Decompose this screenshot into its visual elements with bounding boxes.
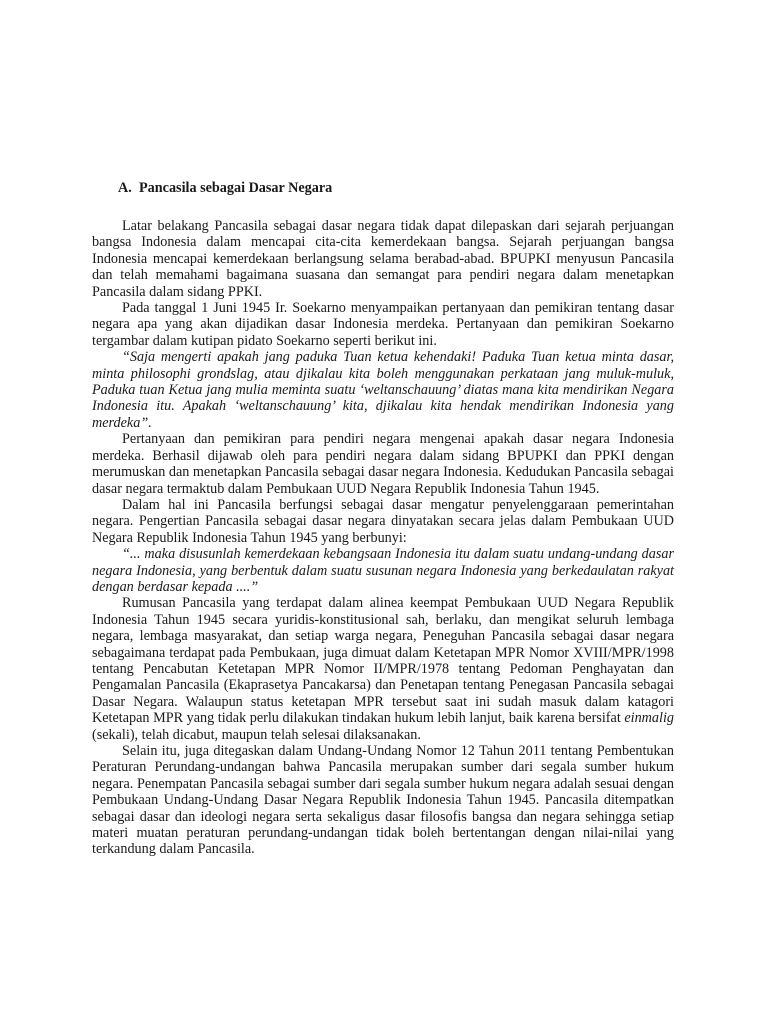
term-einmalig: einmalig [624, 710, 674, 727]
paragraph-soekarno-question: Pada tanggal 1 Juni 1945 Ir. Soekarno menyampaikan pertanyaan dan pemikiran tentang dasar negara apa yang akan dijadikan dasar Indonesia merdeka. Pertanyaan dan pemikiran Soekarno tergambar dalam kutipan pidato Soekarno seperti berikut ini. [92, 300, 674, 349]
paragraph-founders-answer: Pertanyaan dan pemikiran para pendiri negara mengenai apakah dasar negara Indonesia merdeka. Berhasil dijawab oleh para pendiri negara dalam sidang BPUPKI dan PPKI dengan merumuskan dan menetapkan Pancasila sebagai dasar negara Indonesia. Kedudukan Pancasila sebagai dasar negara termaktub dalam Pembukaan UUD Negara Republik Indonesia Tahun 1945. [92, 431, 674, 497]
paragraph-legal-basis [92, 595, 674, 743]
quote-preamble: “... maka disusunlah kemerdekaan kebangsaan Indonesia itu dalam suatu undang-undang dasar negara Indonesia, yang berbentuk dalam suatu susunan negara Indonesia yang berkedaulatan rakyat dengan berdasar kepada ....” [92, 546, 674, 595]
section-heading [118, 179, 332, 197]
section-title: Pancasila sebagai Dasar Negara [139, 180, 333, 196]
paragraph-legal-basis-text-1: Rumusan Pancasila yang terdapat dalam alinea keempat Pembukaan UUD Negara Republik Indonesia Tahun 1945 secara yuridis-konstitusional sah, berlaku, dan mengikat seluruh lembaga negara, lembaga masyarakat, dan setiap warga negara, Peneguhan Pancasila sebagai dasar negara sebagaimana terdapat pada Pembukaan, juga dimuat dalam Ketetapan MPR Nomor XVIII/MPR/1998 tentang Pencabutan Ketetapan MPR Nomor II/MPR/1978 tentang Pedoman Penghayatan dan Pengamalan Pancasila (Ekaprasetya Pancakarsa) dan Penetapan tentang Penegasan Pancasila sebagai Dasar Negara. Walaupun status ketetapan MPR tersebut saat ini sudah masuk dalam katagori Ketetapan MPR yang tidak perlu dilakukan tindakan hukum lebih lanjut, baik karena bersifat [92, 595, 674, 727]
section-body [92, 218, 674, 858]
paragraph-law-12-2011: Selain itu, juga ditegaskan dalam Undang-Undang Nomor 12 Tahun 2011 tentang Pembentukan Peraturan Perundang-undangan bahwa Pancasila merupakan sumber dari segala sumber hukum negara. Penempatan Pancasila sebagai sumber dari segala sumber hukum negara adalah sesuai dengan Pembukaan Undang-Undang Dasar Negara Republik Indonesia Tahun 1945. Pancasila ditempatkan sebagai dasar dan ideologi negara serta sekaligus dasar filosofis bangsa dan negara sehingga setiap materi muatan peraturan perundang-undangan tidak boleh bertentangan dengan nilai-nilai yang terkandung dalam Pancasila. [92, 743, 674, 858]
paragraph-background: Latar belakang Pancasila sebagai dasar negara tidak dapat dilepaskan dari sejarah perjuangan bangsa Indonesia dalam mencapai cita-cita kemerdekaan bangsa. Sejarah perjuangan bangsa Indonesia mencapai kemerdekaan berlangsung selama berabad-abad. BPUPKI menyusun Pancasila dan telah memahami bagaimana suasana dan semangat para pendiri negara dalam menetapkan Pancasila dalam sidang PPKI. [92, 218, 674, 300]
paragraph-legal-basis-text-2: (sekali), telah dicabut, maupun telah selesai dilaksanakan. [92, 726, 421, 743]
section-letter: A. [118, 180, 132, 196]
paragraph-function: Dalam hal ini Pancasila berfungsi sebagai dasar mengatur penyelenggaraan pemerintahan negara. Pengertian Pancasila sebagai dasar negara dinyatakan secara jelas dalam Pembukaan UUD Negara Republik Indonesia Tahun 1945 yang berbunyi: [92, 496, 674, 546]
quote-soekarno-speech: “Saja mengerti apakah jang paduka Tuan ketua kehendaki! Paduka Tuan ketua minta dasar, minta philosophi grondslag, atau djikalau kita boleh menggunakan perkataan jang muluk-muluk, Paduka tuan Ketua jang mulia meminta suatu ‘weltanschauung’ diatas mana kita mendirikan Negara Indonesia itu. Apakah ‘weltanschauung’ kita, djikalau kita hendak mendirikan Indonesia yang merdeka”. [92, 349, 674, 431]
